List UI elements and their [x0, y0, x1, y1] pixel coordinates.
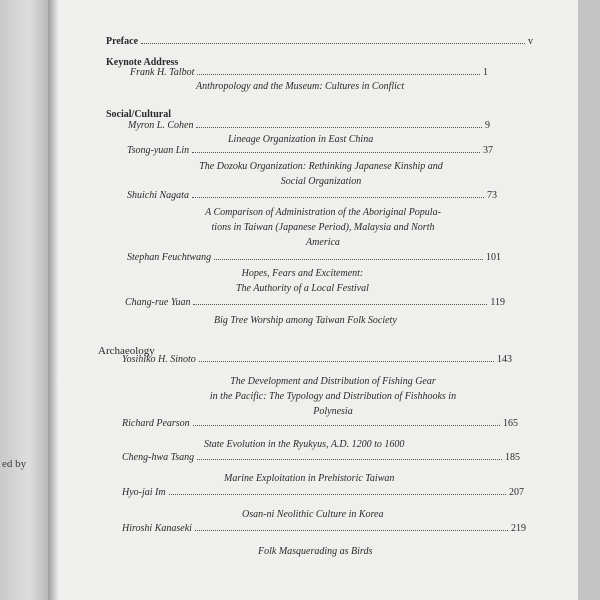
entry-page: 185	[505, 452, 520, 463]
entry-page: 73	[487, 190, 497, 201]
entry-author: Shuichi Nagata	[127, 190, 189, 201]
entry-title: Marine Exploitation in Prehistoric Taiwan	[224, 473, 395, 484]
entry-author: Yosihiko H. Sinoto	[122, 354, 196, 365]
entry-title: Folk Masquerading as Birds	[258, 546, 373, 557]
entry-author: Richard Pearson	[122, 418, 190, 429]
leader-dots	[199, 361, 494, 362]
left-page	[0, 0, 48, 600]
entry-title: Anthropology and the Museum: Cultures in Conflict	[196, 81, 405, 92]
social-heading-row	[106, 109, 171, 120]
entry-author: Chang-rue Yuan	[125, 297, 191, 308]
toc-entry	[128, 120, 490, 131]
section-heading: Archaeology	[98, 345, 155, 357]
left-page-fragment: ed by	[2, 458, 27, 470]
entry-author: Hyo-jai Im	[122, 487, 166, 498]
leader-dots	[193, 425, 500, 426]
toc-entry	[122, 418, 518, 429]
leader-dots	[195, 530, 508, 531]
entry-author: Frank H. Talbot	[130, 67, 195, 78]
section-heading: Social/Cultural	[106, 109, 172, 120]
preface-label: Preface	[106, 36, 139, 47]
toc-entry	[127, 252, 501, 263]
entry-page: 9	[485, 120, 490, 131]
preface-row	[106, 36, 533, 47]
section-heading: Keynote Address	[106, 57, 179, 68]
entry-author: Hiroshi Kanaseki	[122, 523, 192, 534]
entry-author: Cheng-hwa Tsang	[122, 452, 195, 463]
entry-author: Stephan Feuchtwang	[127, 252, 212, 263]
toc-entry	[127, 190, 497, 201]
toc-entry	[127, 145, 493, 156]
entry-title: Big Tree Worship among Taiwan Folk Society	[214, 315, 397, 326]
leader-dots	[196, 127, 482, 128]
entry-page: 1	[483, 67, 488, 78]
entry-page: 165	[503, 418, 518, 429]
entry-title: Hopes, Fears and Excitement: The Authority of a Local Festival	[236, 268, 369, 294]
entry-title: Lineage Organization in East China	[228, 134, 374, 145]
entry-author: Tsong-yuan Lin	[127, 145, 190, 156]
toc-entry	[122, 523, 526, 534]
entry-page: 143	[497, 354, 512, 365]
leader-dots	[197, 74, 480, 75]
entry-title: A Comparison of Administration of the Aboriginal Popula- tions in Taiwan (Japanese Period), Malaysia and North America	[205, 207, 441, 248]
leader-dots	[193, 304, 487, 305]
toc-entry	[122, 354, 512, 365]
leader-dots	[197, 459, 502, 460]
leader-dots	[192, 152, 480, 153]
entry-page: 37	[483, 145, 493, 156]
book-gutter	[48, 0, 58, 600]
right-edge	[578, 0, 600, 600]
leader-dots	[192, 197, 484, 198]
entry-page: 207	[509, 487, 524, 498]
entry-title: Osan-ni Neolithic Culture in Korea	[242, 509, 384, 520]
toc-entry	[122, 487, 524, 498]
toc-entry	[122, 452, 520, 463]
entry-author: Myron L. Cohen	[128, 120, 194, 131]
contents-page	[58, 0, 578, 600]
leader-dots	[141, 43, 525, 44]
entry-title: The Dozoku Organization: Rethinking Japanese Kinship and Social Organization	[199, 161, 443, 187]
entry-page: 101	[486, 252, 501, 263]
entry-title: State Evolution in the Ryukyus, A.D. 1200 to 1600	[204, 439, 405, 450]
entry-page: 219	[511, 523, 526, 534]
toc-entry	[125, 297, 505, 308]
entry-title: The Development and Distribution of Fishing Gear in the Pacific: The Typology and Distribution of Fishhooks in Polynesia	[209, 376, 457, 417]
entry-page: 119	[490, 297, 505, 308]
preface-page: v	[528, 36, 533, 47]
toc-entry	[130, 67, 488, 78]
leader-dots	[169, 494, 506, 495]
leader-dots	[214, 259, 483, 260]
